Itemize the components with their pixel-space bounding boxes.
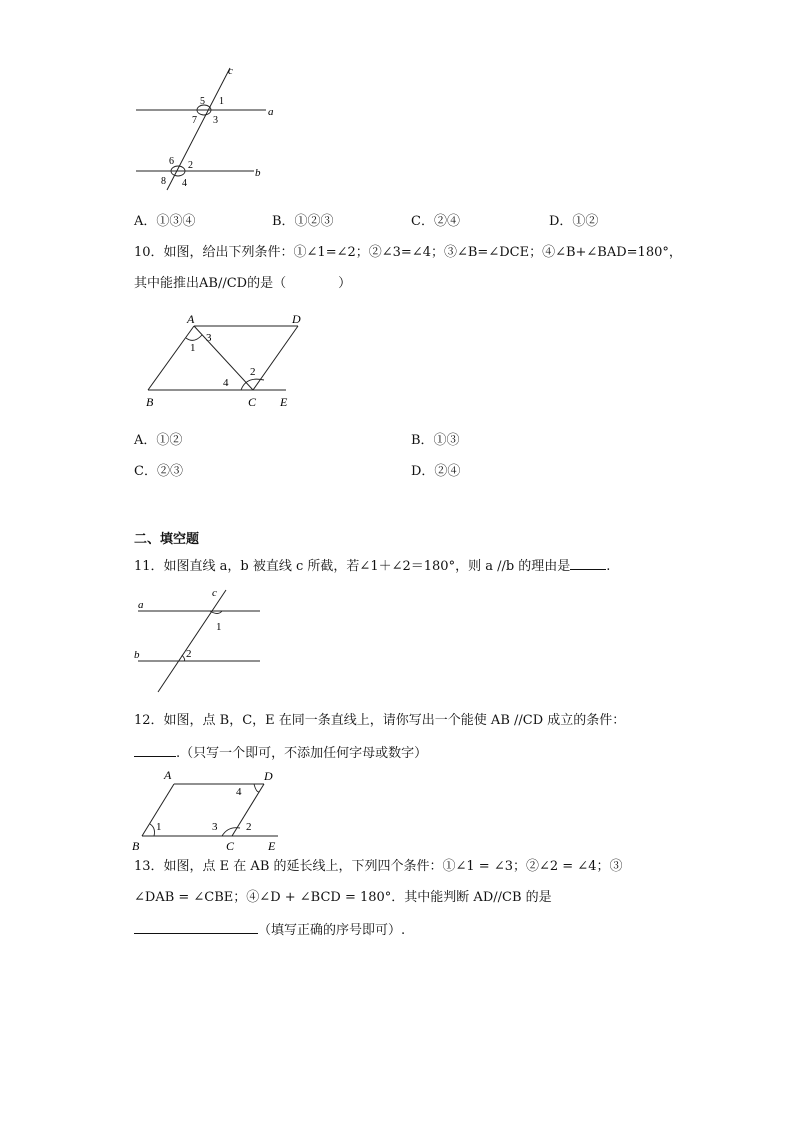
label-b: b [134, 649, 140, 661]
label-c: c [212, 587, 217, 599]
label-D: D [264, 769, 273, 783]
angle-arc-a [186, 335, 202, 340]
q11-end: . [606, 559, 611, 574]
label-A: A [164, 768, 172, 782]
q12-line2-text: .（只写一个即可，不添加任何字母或数字） [176, 746, 428, 761]
angle-1: 1 [190, 342, 196, 354]
label-C: C [226, 839, 235, 853]
label-E: E [268, 839, 276, 853]
angle-2: 2 [186, 648, 192, 660]
angle-4: 4 [236, 786, 242, 798]
angle-arc-2 [182, 655, 185, 661]
angle-7: 7 [192, 115, 197, 126]
q12-question-line1: 12．如图，点 B，C，E 在同一条直线上，请你写出一个能使 AB //CD 成立的条件： [134, 713, 626, 728]
q11-question [134, 556, 610, 576]
q9-figure [130, 60, 280, 195]
angle-1: 1 [156, 821, 162, 833]
side-cd [253, 326, 298, 390]
angle-2: 2 [188, 160, 193, 171]
angle-arc-b [150, 824, 155, 836]
angle-arc-c [222, 828, 240, 836]
q13-question-line3 [134, 920, 405, 940]
angle-5: 5 [200, 96, 205, 107]
q12-figure [128, 764, 288, 854]
label-b: b [255, 167, 261, 179]
line-c [158, 590, 226, 692]
angle-arc-d [254, 784, 259, 792]
side-ab [148, 326, 194, 390]
angle-6: 6 [169, 156, 174, 167]
angle-1: 1 [216, 621, 222, 633]
angle-1: 1 [219, 96, 224, 107]
section-title: 二、填空题 [134, 532, 200, 547]
label-C: C [248, 395, 257, 409]
angle-4: 4 [223, 377, 229, 389]
q11-answer-blank[interactable] [570, 556, 606, 570]
angle-3: 3 [212, 821, 218, 833]
q9-option-a[interactable]: A．①③④ [134, 214, 196, 229]
q10-figure [140, 308, 310, 413]
angle-8: 8 [161, 176, 166, 187]
q10-option-c[interactable]: C．②③ [134, 464, 183, 479]
q10-option-b[interactable]: B．①③ [411, 433, 460, 448]
q9-option-d[interactable]: D．①② [549, 214, 599, 229]
angle-4: 4 [182, 178, 187, 189]
q13-question-line1: 13．如图，点 E 在 AB 的延长线上，下列四个条件：①∠1 = ∠3；②∠2 = ∠4；③ [134, 859, 623, 874]
q13-answer-blank[interactable] [134, 920, 258, 934]
q12-question-line2 [134, 743, 427, 763]
label-E: E [280, 395, 288, 409]
angle-2: 2 [246, 821, 252, 833]
q10-option-d[interactable]: D．②④ [411, 464, 461, 479]
label-D: D [292, 312, 301, 326]
label-c: c [228, 65, 233, 77]
q9-option-c[interactable]: C．②④ [411, 214, 460, 229]
q12-answer-blank[interactable] [134, 743, 176, 757]
q13-line3-text: （填写正确的序号即可）. [258, 923, 406, 938]
label-B: B [146, 395, 154, 409]
angle-3: 3 [206, 332, 212, 344]
line-c [167, 68, 230, 190]
q9-option-b[interactable]: B．①②③ [272, 214, 334, 229]
q10-question-line1: 10．如图，给出下列条件：①∠1=∠2；②∠3=∠4；③∠B=∠DCE；④∠B+∠BAD=180°， [134, 245, 682, 260]
q13-question-line2: ∠DAB = ∠CBE；④∠D + ∠BCD = 180°．其中能判断 AD//CB 的是 [134, 890, 552, 905]
angle-3: 3 [213, 115, 218, 126]
angle-2: 2 [250, 366, 256, 378]
q11-figure [130, 586, 270, 696]
q10-question-line2: 其中能推出AB//CD的是（ ） [134, 276, 352, 291]
q10-option-a[interactable]: A．①② [134, 433, 183, 448]
label-A: A [187, 312, 195, 326]
label-a: a [138, 599, 144, 611]
label-B: B [132, 839, 140, 853]
label-a: a [268, 106, 274, 118]
q11-text: 11．如图直线 a，b 被直线 c 所截，若∠1＋∠2＝180°，则 a //b 的理由是 [134, 559, 571, 574]
